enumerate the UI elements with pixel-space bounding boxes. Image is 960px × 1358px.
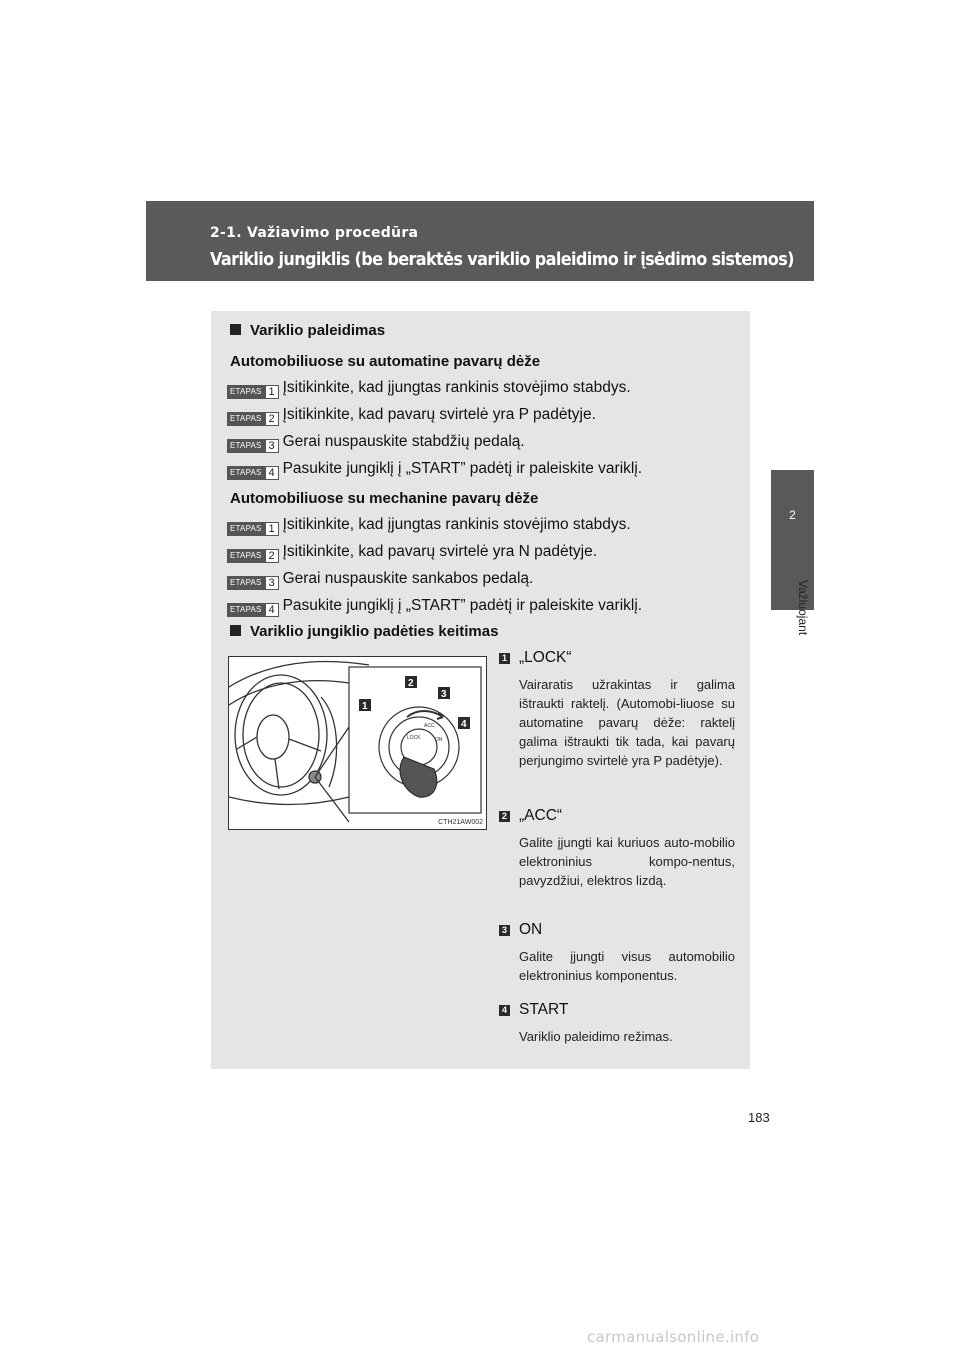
chapter-header [146, 201, 814, 281]
ignition-switch-illustration [228, 656, 487, 830]
content-box [211, 311, 750, 1069]
position-number-icon: 3 [499, 925, 510, 936]
page-title: Variklio jungiklis (be beraktės variklio paleidimo ir įsėdimo sistemos) [210, 250, 794, 270]
step-item: ETAPAS 3 Gerai nuspauskite stabdžių pedalą. [227, 433, 525, 453]
step-badge: ETAPAS 1 [227, 522, 279, 536]
callout-3: 3 [441, 689, 447, 700]
step-item: ETAPAS 4 Pasukite jungiklį į „START” padėtį ir paleiskite variklį. [227, 597, 642, 617]
position-title: „ACC“ [519, 807, 563, 824]
callout-4: 4 [461, 719, 467, 730]
step-item: ETAPAS 4 Pasukite jungiklį į „START” padėtį ir paleiskite variklį. [227, 460, 642, 480]
position-title: ON [519, 921, 543, 938]
svg-text:ACC: ACC [424, 723, 435, 729]
position-number-icon: 2 [499, 811, 510, 822]
position-description: Galite įjungti visus automobilio elektroninius komponentus. [519, 949, 735, 983]
position-title: START [519, 1001, 569, 1018]
callout-1: 1 [362, 701, 368, 712]
svg-text:LOCK: LOCK [407, 735, 421, 741]
step-item: ETAPAS 1 Įsitikinkite, kad įjungtas rankinis stovėjimo stabdys. [227, 379, 631, 399]
step-badge: ETAPAS 3 [227, 576, 279, 590]
step-badge: ETAPAS 2 [227, 549, 279, 563]
step-badge: ETAPAS 4 [227, 603, 279, 617]
step-badge: ETAPAS 2 [227, 412, 279, 426]
section-label: 2-1. Važiavimo procedūra [210, 225, 419, 241]
position-description: Galite įjungti kai kuriuos auto-mobilio elektroninius kompo-nentus, pavyzdžiui, elektros lizdą. [519, 835, 735, 888]
svg-text:ON: ON [435, 737, 443, 743]
step-item: ETAPAS 1 Įsitikinkite, kad įjungtas rankinis stovėjimo stabdys. [227, 516, 631, 536]
callout-2: 2 [408, 678, 414, 689]
step-badge: ETAPAS 3 [227, 439, 279, 453]
square-bullet-icon [230, 625, 241, 636]
step-item: ETAPAS 2 Įsitikinkite, kad pavarų svirtelė yra N padėtyje. [227, 543, 597, 563]
position-item [499, 921, 735, 985]
square-bullet-icon [230, 324, 241, 335]
manual-heading: Automobiliuose su mechanine pavarų dėže [230, 490, 539, 507]
position-number-icon: 1 [499, 653, 510, 664]
position-item [499, 807, 735, 890]
step-badge: ETAPAS 4 [227, 466, 279, 480]
position-number-icon: 4 [499, 1005, 510, 1016]
page-number: 183 [748, 1110, 770, 1125]
position-description: Vairaratis užrakintas ir galima ištraukti raktelį. (Automobi-liuose su automatine pavarų dėže: raktelį galima ištraukti tik tada, kai pavarų perjungimo svirtelė yra P padėtyje). [519, 677, 735, 768]
step-item: ETAPAS 2 Įsitikinkite, kad pavarų svirtelė yra P padėtyje. [227, 406, 596, 426]
section-heading-start: Variklio paleidimas [230, 322, 385, 339]
figure-caption: CTH21AW002 [438, 819, 483, 826]
chapter-number: 2 [789, 508, 796, 522]
position-description: Variklio paleidimo režimas. [519, 1029, 673, 1044]
position-title: „LOCK“ [519, 649, 572, 666]
position-item [499, 649, 735, 770]
position-item [499, 1001, 735, 1046]
watermark[interactable]: carmanualsonline.info [587, 1328, 760, 1346]
section-heading-positions: Variklio jungiklio padėties keitimas [230, 623, 498, 640]
chapter-label: Važiuojant [796, 580, 810, 636]
step-badge: ETAPAS 1 [227, 385, 279, 399]
automatic-heading: Automobiliuose su automatine pavarų dėže [230, 353, 541, 370]
steering-wheel-illustration [229, 657, 486, 829]
step-item: ETAPAS 3 Gerai nuspauskite sankabos pedalą. [227, 570, 533, 590]
